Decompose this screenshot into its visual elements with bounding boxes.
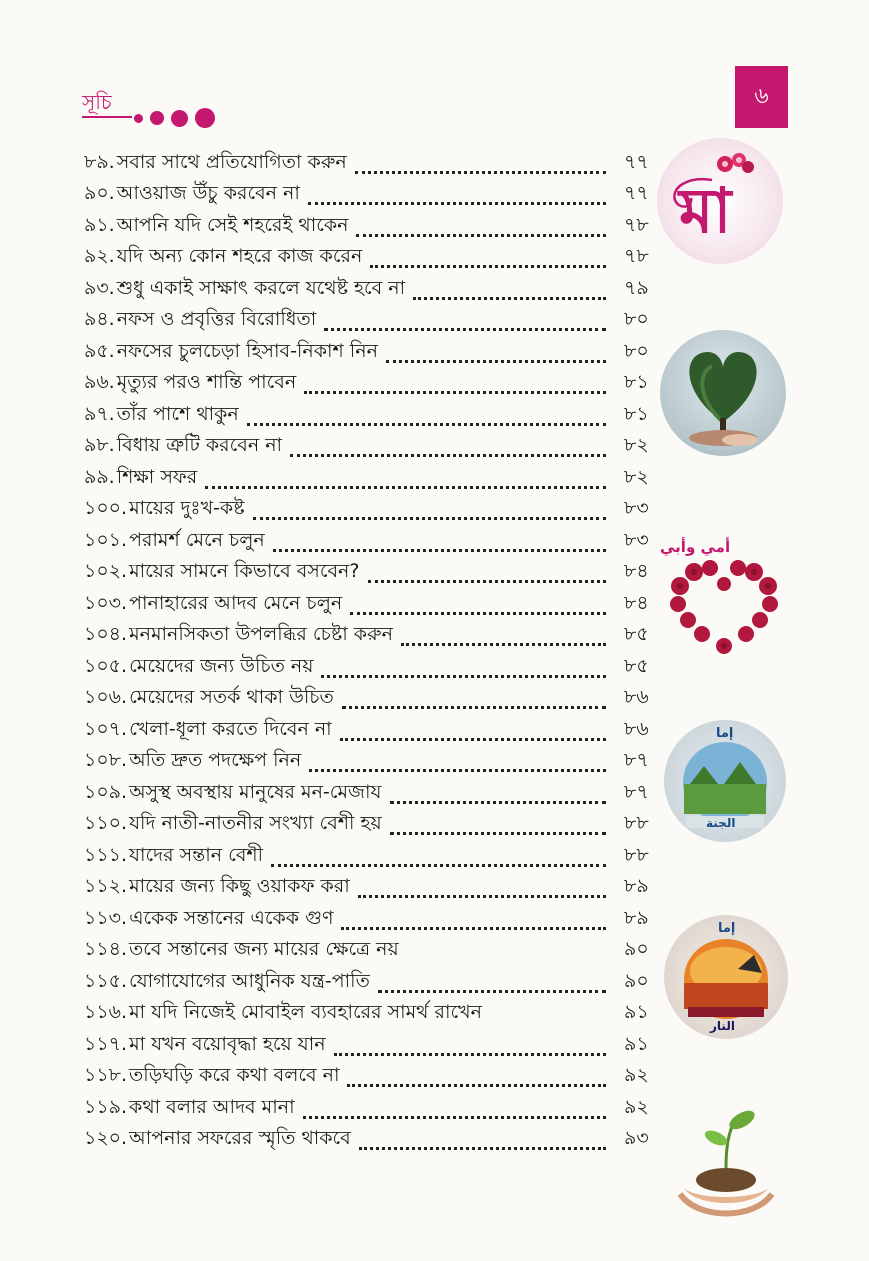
toc-entry <box>84 432 664 464</box>
toc-entry-number: ৮৯. <box>84 150 115 173</box>
toc-entry-number: ১১৯. <box>84 1095 128 1118</box>
toc-entry <box>84 747 664 779</box>
dot-leader <box>401 643 606 646</box>
toc-entry-page: ৮৫ <box>624 623 649 645</box>
toc-entry-page: ৮৩ <box>624 528 649 551</box>
toc-entry <box>84 904 664 936</box>
toc-entry-page: ৮৯ <box>624 875 649 897</box>
toc-entry-title: সবার সাথে প্রতিযোগিতা করুন <box>116 150 347 173</box>
toc-entry-title: খেলা-ধূলা করতে দিবেন না <box>129 717 332 740</box>
toc-entry-title: মেয়েদের জন্য উচিত নয় <box>129 654 314 677</box>
toc-entry-title: যোগাযোগের আধুনিক যন্ত্র-পাতি <box>129 969 370 992</box>
toc-entry-number: ১১৫. <box>84 969 128 992</box>
toc-entry-number: ১০৮. <box>84 749 128 771</box>
toc-entry <box>84 306 664 338</box>
toc-entry-title: মেয়েদের সতর্ক থাকা উচিত <box>129 686 334 708</box>
toc-entry-page: ৮৭ <box>624 749 649 771</box>
toc-entry-page: ৮৭ <box>624 780 649 803</box>
page-number-badge <box>735 66 788 128</box>
dot-leader <box>347 1084 606 1087</box>
dot-leader <box>356 234 606 237</box>
toc-entry-number: ১০৩. <box>84 591 128 614</box>
toc-entry <box>84 936 664 968</box>
toc-entry-page: ৯১ <box>624 1001 649 1023</box>
toc-entry-title: পানাহারের আদব মেনে চলুন <box>129 591 343 614</box>
toc-entry-number: ১১২. <box>84 875 128 897</box>
heart-tree-icon <box>660 330 786 456</box>
dot-leader <box>340 738 606 741</box>
toc-entry-title: একেক সন্তানের একেক গুণ <box>129 906 334 929</box>
dot-leader <box>390 801 607 804</box>
hands-sprout-icon <box>676 1108 776 1224</box>
toc-entry-number: ৯৮. <box>84 434 115 456</box>
toc-entry-page: ৮৯ <box>624 906 649 929</box>
toc-entry-number: ৯০. <box>84 182 115 204</box>
dot-icon <box>171 110 188 127</box>
dot-leader <box>309 769 606 772</box>
toc-entry <box>84 337 664 369</box>
toc-entry <box>84 369 664 401</box>
toc-entry-page: ৯১ <box>624 1032 649 1055</box>
toc-entry-title: মা যখন বয়োবৃদ্ধা হয়ে যান <box>129 1032 326 1055</box>
toc-entry-page: ৮২ <box>624 465 649 488</box>
toc-entry-number: ৯৬. <box>84 371 115 393</box>
toc-entry <box>84 999 664 1031</box>
toc-entry-number: ১১৪. <box>84 938 128 960</box>
toc-entry-title: অসুস্থ অবস্থায় মানুষের মন-মেজায <box>129 780 382 803</box>
rose-heart-image <box>662 538 782 654</box>
dot-leader <box>413 297 606 300</box>
toc-entry-title: নফসের চুলচেড়া হিসাব-নিকাশ নিন <box>116 339 378 362</box>
toc-entry <box>84 873 664 905</box>
dot-leader <box>390 832 606 835</box>
toc-entry <box>84 715 664 747</box>
toc-entry-number: ৯৭. <box>84 402 115 425</box>
toc-entry-number: ১০১. <box>84 528 128 551</box>
toc-entry-title: মৃত্যুর পরও শান্তি পাবেন <box>116 371 297 393</box>
toc-entry-number: ১১৮. <box>84 1064 128 1086</box>
toc-entry <box>84 400 664 432</box>
toc-entry-page: ৮১ <box>624 402 649 425</box>
toc-entry-title: আপনি যদি সেই শহরেই থাকেন <box>116 213 349 236</box>
toc-entry-number: ১০২. <box>84 560 128 582</box>
dot-leader <box>334 1053 606 1056</box>
toc-entry <box>84 589 664 621</box>
toc-header <box>82 88 112 121</box>
dot-leader <box>273 549 606 552</box>
dot-leader <box>290 454 606 457</box>
toc-entry-page: ৮৮ <box>624 843 649 866</box>
dot-leader <box>358 895 606 898</box>
toc-entry-number: ১১৭. <box>84 1032 128 1055</box>
dot-leader <box>308 202 606 205</box>
toc-entry-page: ৮৫ <box>624 654 649 677</box>
toc-entry-number: ১১৬. <box>84 1001 128 1023</box>
dot-leader <box>253 517 606 520</box>
dot-icon <box>150 111 164 125</box>
toc-entry-page: ৯৩ <box>624 1127 649 1149</box>
toc-entry <box>84 810 664 842</box>
toc-entry-page: ৯০ <box>624 969 649 992</box>
toc-entry <box>84 243 664 275</box>
toc-entry-page: ৭৯ <box>624 276 649 299</box>
jannah-image <box>664 720 786 842</box>
toc-entry-number: ১১৩. <box>84 906 128 929</box>
dot-leader <box>370 265 606 268</box>
toc-entry-page: ৯২ <box>624 1064 649 1086</box>
dot-leader <box>378 990 606 993</box>
dot-leader <box>303 1116 606 1119</box>
toc-entry-page: ৮৬ <box>624 686 649 708</box>
toc-entry-title: মায়ের দুঃখ-কষ্ট <box>129 497 245 519</box>
dot-leader <box>350 612 606 615</box>
title-underline <box>82 116 132 118</box>
dot-leader <box>355 171 606 174</box>
toc-entry-page: ৮৪ <box>624 560 649 582</box>
toc-entry-page: ৮০ <box>624 339 649 362</box>
toc-entry-page: ৯২ <box>624 1095 649 1118</box>
toc-entry-page: ৮৩ <box>624 497 649 519</box>
ma-logo-text: মা <box>679 174 732 247</box>
dot-leader <box>407 958 606 961</box>
toc-entry-page: ৮৪ <box>624 591 649 614</box>
dot-leader <box>342 706 606 709</box>
page-number: ৬ <box>754 83 769 109</box>
toc-entry-number: ১০৭. <box>84 717 128 740</box>
toc-entry-title: মায়ের জন্য কিছু ওয়াকফ করা <box>129 875 350 897</box>
heart-roses-icon <box>666 556 782 656</box>
toc-entry-title: কথা বলার আদব মানা <box>129 1095 295 1118</box>
dot-leader <box>205 486 606 489</box>
dot-icon <box>195 108 215 128</box>
toc-entry-title: শুধু একাই সাক্ষাৎ করলে যথেষ্ট হবে না <box>116 276 406 299</box>
nar-top-label: إما <box>718 921 736 936</box>
toc-entry-title: আওয়াজ উঁচু করবেন না <box>116 182 300 204</box>
toc-entry-number: ১০৬. <box>84 686 128 708</box>
toc-entry-page: ৮৮ <box>624 812 649 834</box>
toc-entry-title: মায়ের সামনে কিভাবে বসবেন? <box>129 560 360 582</box>
toc-entry-title: তাঁর পাশে থাকুন <box>116 402 239 425</box>
toc-entry-title: শিক্ষা সফর <box>116 465 198 488</box>
heart-tree-image <box>660 330 786 456</box>
toc-entry <box>84 684 664 716</box>
toc-entry-title: যদি নাতী-নাতনীর সংখ্যা বেশী হয় <box>129 812 382 834</box>
toc-entry-number: ১০৯. <box>84 780 128 803</box>
toc-entry <box>84 621 664 653</box>
toc-entry <box>84 778 664 810</box>
dot-leader <box>324 328 606 331</box>
dot-leader <box>490 1021 606 1024</box>
toc-entry-number: ৯৪. <box>84 308 115 330</box>
dot-leader <box>368 580 607 583</box>
toc-entry-title: অতি দ্রুত পদক্ষেপ নিন <box>129 749 302 771</box>
toc-entry <box>84 211 664 243</box>
toc-entry-number: ৯১. <box>84 213 115 236</box>
toc-entry-number: ১১১. <box>84 843 128 866</box>
ma-logo-image <box>657 138 783 264</box>
toc-entry <box>84 526 664 558</box>
dot-leader <box>386 360 606 363</box>
toc-entry-page: ৭৭ <box>624 150 649 173</box>
dot-leader <box>271 864 606 867</box>
toc-entry <box>84 274 664 306</box>
toc-entry <box>84 1030 664 1062</box>
parents-label: أمي وأبي <box>660 538 731 556</box>
toc-entry-title: নফস ও প্রবৃত্তির বিরোধিতা <box>116 308 317 330</box>
toc-entry-title: যদি অন্য কোন শহরে কাজ করেন <box>116 245 363 267</box>
toc-entry-page: ৭৭ <box>624 182 649 204</box>
toc-entry-title: মনমানসিকতা উপলব্ধির চেষ্টা করুন <box>129 623 393 645</box>
toc-entry-page: ৮২ <box>624 434 649 456</box>
toc-entry <box>84 180 664 212</box>
toc-entry <box>84 1125 664 1157</box>
toc-entry <box>84 148 664 180</box>
toc-entry-title: বিধায় ত্রুটি করবেন না <box>116 434 283 456</box>
toc-entry <box>84 1093 664 1125</box>
toc-entry-title: যাদের সন্তান বেশী <box>129 843 264 866</box>
toc-entry-page: ৮০ <box>624 308 649 330</box>
toc-entry <box>84 841 664 873</box>
toc-entry-number: ৯২. <box>84 245 115 267</box>
toc-entry-number: ৯৩. <box>84 276 115 299</box>
dot-leader <box>341 927 606 930</box>
jannah-top-label: إما <box>716 726 734 741</box>
dot-leader <box>247 423 606 426</box>
toc-entry-page: ৯০ <box>624 938 649 960</box>
toc-entry <box>84 463 664 495</box>
toc-entry-number: ১২০. <box>84 1127 128 1149</box>
toc-entry-number: ১০০. <box>84 497 128 519</box>
toc-entry-number: ১০৪. <box>84 623 128 645</box>
dot-leader <box>359 1147 606 1150</box>
dot-leader <box>304 391 606 394</box>
toc-entry-page: ৮৬ <box>624 717 649 740</box>
nar-image <box>664 915 788 1039</box>
toc-entry-title: আপনার সফরের স্মৃতি থাকবে <box>129 1127 351 1149</box>
toc-entry-title: পরামর্শ মেনে চলুন <box>129 528 265 551</box>
toc-list <box>84 148 664 1156</box>
toc-entry-number: ৯৯. <box>84 465 115 488</box>
toc-entry-number: ৯৫. <box>84 339 115 362</box>
toc-entry-page: ৮১ <box>624 371 649 393</box>
toc-entry <box>84 652 664 684</box>
toc-entry <box>84 1062 664 1094</box>
decorative-dots <box>134 108 215 128</box>
toc-entry <box>84 967 664 999</box>
toc-entry-number: ১০৫. <box>84 654 128 677</box>
toc-entry <box>84 495 664 527</box>
jannah-label: الجنة <box>706 816 736 830</box>
toc-entry-page: ৭৮ <box>624 213 649 236</box>
toc-entry-page: ৭৮ <box>624 245 649 267</box>
toc-entry-title: তবে সন্তানের জন্য মায়ের ক্ষেত্রে নয় <box>129 938 399 960</box>
toc-entry-title: তড়িঘড়ি করে কথা বলবে না <box>129 1064 340 1086</box>
dot-leader <box>321 675 606 678</box>
toc-title: সূচি <box>82 90 112 114</box>
nar-label: النار <box>710 1019 735 1033</box>
toc-entry-number: ১১০. <box>84 812 128 834</box>
dot-icon <box>134 114 143 123</box>
toc-entry <box>84 558 664 590</box>
toc-entry-title: মা যদি নিজেই মোবাইল ব্যবহারের সামর্থ রাখেন <box>129 1001 482 1023</box>
hands-sprout-image <box>676 1108 776 1224</box>
